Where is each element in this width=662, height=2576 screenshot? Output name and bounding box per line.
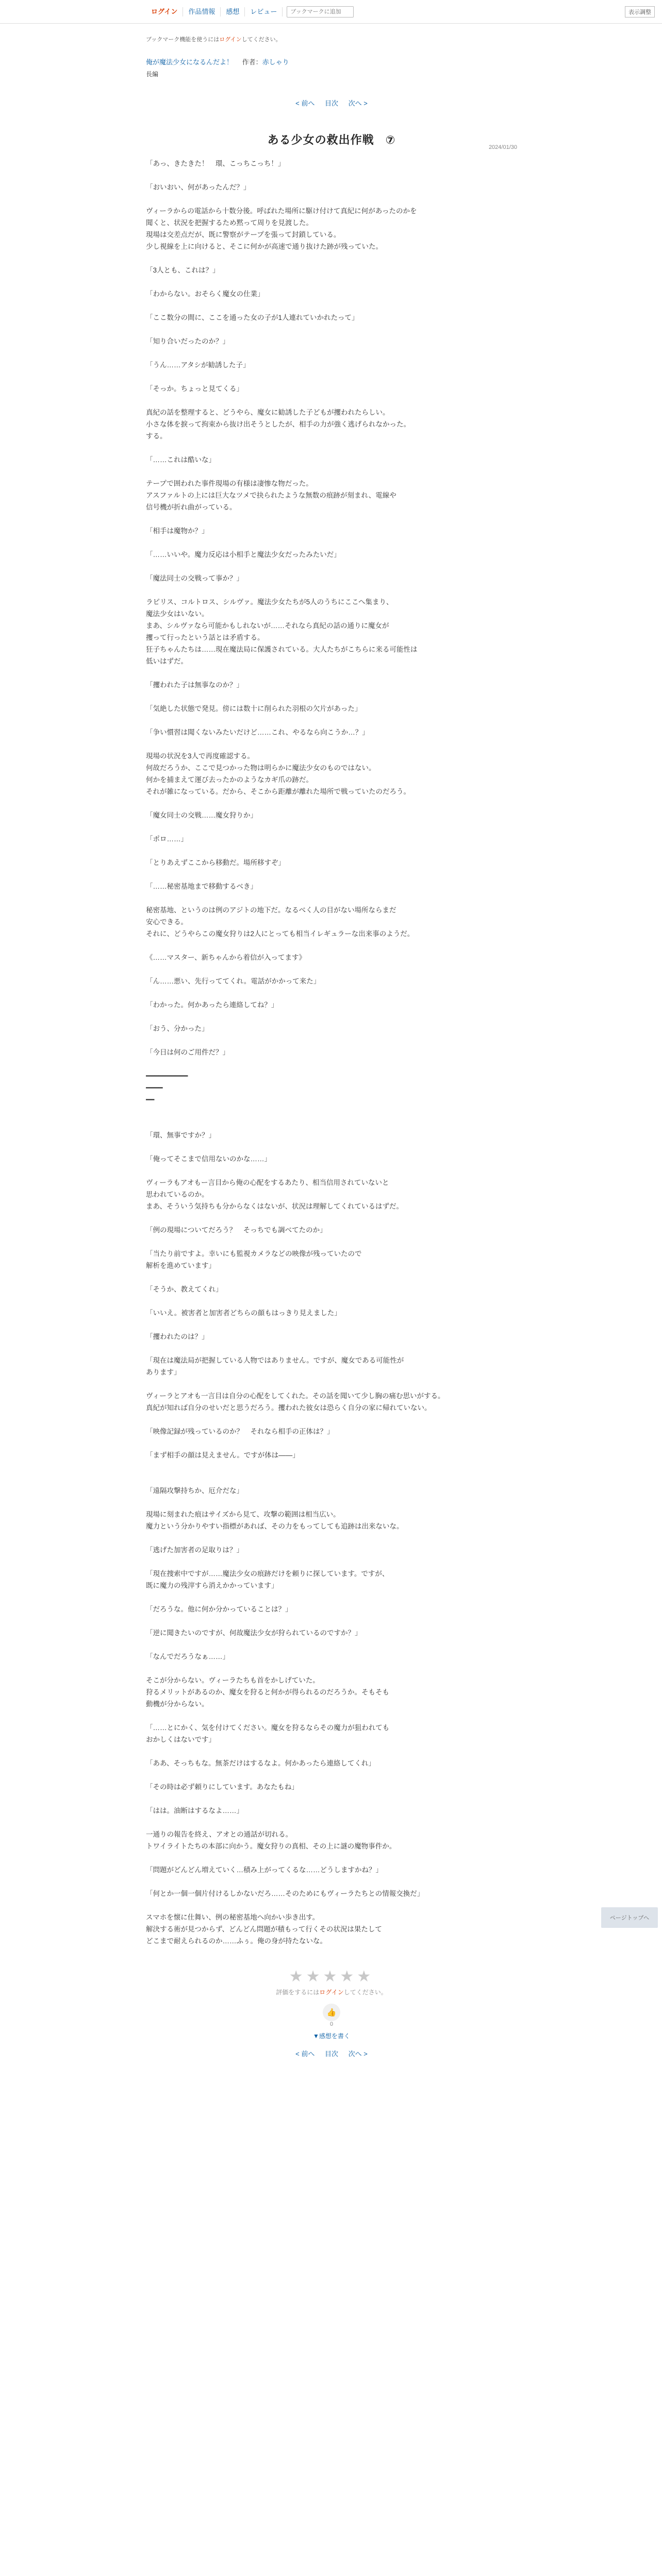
novel-line: 何故だろうか、ここで見つかった物は明らかに魔法少女のものではない。: [146, 764, 376, 772]
star-rating[interactable]: ★★★★★: [289, 1968, 374, 1985]
novel-line: 魔法少女はいない。: [146, 610, 209, 618]
novel-line: [146, 1035, 517, 1046]
novel-line: 現場に刻まれた痕はサイズから見て、攻撃の範囲は相当広い。: [146, 1511, 340, 1518]
novel-line: [146, 1058, 517, 1070]
novel-line: [146, 442, 517, 454]
novel-line: どこまで耐えられるのか……ふぅ。俺の身が持たないな。: [146, 1937, 327, 1945]
novel-line: トワイライトたちの本部に向かう。魔女狩りの真相、その上に謎の魔物事件か。: [146, 1842, 396, 1850]
bookmark-add-field[interactable]: [287, 6, 354, 18]
novel-line: [146, 963, 517, 975]
novel-line: 「おう、分かった」: [146, 1025, 209, 1032]
novel-line: 「問題がどんどん増えていく…積み上がってくるな……どうしますかね？」: [146, 1866, 383, 1874]
top-nav-bar: [0, 0, 662, 24]
novel-line: [146, 1106, 517, 1117]
novel-line: 「現在は魔法局が把握している人物ではありません。ですが、魔女である可能性が: [146, 1357, 404, 1364]
novel-line: 「気絶した状態で発見。傍には数十に削られた羽根の欠片があった」: [146, 705, 362, 713]
novel-line: そこが分からない。ヴィーラたちも首をかしげていた。: [146, 1676, 320, 1684]
rating-section: [146, 1968, 517, 2058]
novel-line: 「今日は何のご用件だ？」: [146, 1048, 229, 1056]
novel-line: 「だろうな。他に何か分かっていることは？」: [146, 1605, 292, 1613]
like-icon[interactable]: 👍: [323, 2004, 340, 2021]
novel-line: [146, 1793, 517, 1805]
episode-title: ある少女の救出作戦 ⑦: [267, 133, 396, 146]
novel-line: [146, 1011, 517, 1023]
novel-line: 「とりあえずここから移動だ。場所移すぞ」: [146, 859, 285, 867]
novel-line: テープで囲われた事件現場の有様は凄惨な物だった。: [146, 480, 313, 487]
novel-line: 「攫われた子は無事なのか？」: [146, 681, 243, 689]
novel-line: それが雑になっている。だから、そこから距離が離れた場所で戦っていたのだろう。: [146, 788, 410, 795]
novel-line: [146, 1141, 517, 1153]
novel-line: ━━━━━━━━━━: [146, 1072, 188, 1080]
novel-line: 「ポロ……」: [146, 835, 188, 843]
novel-line: 聞くと、状況を把握するため黙って周りを見渡した。: [146, 219, 313, 227]
novel-line: [146, 715, 517, 726]
novel-line: ヴィーラとアオも一言目は自分の心配をしてくれた。その話を聞いて少し胸の痛む思いがする。: [146, 1392, 445, 1400]
novel-line: 一通りの報告を終え、アオとの通話が切れる。: [146, 1831, 293, 1838]
novel-line: [146, 1532, 517, 1544]
novel-line: [146, 324, 517, 335]
novel-line: [146, 1639, 517, 1651]
rating-note: 評価をするにはログインしてください。: [276, 1989, 387, 1996]
next-link-bottom[interactable]: 次へ >: [348, 2050, 368, 2058]
novel-line: 魔力という分かりやすい指標があれば、その力をもってしても追跡は出来ないな。: [146, 1522, 404, 1530]
novel-line: する。: [146, 432, 167, 440]
novel-line: [146, 371, 517, 383]
novel-line: 「はは。油断はするなよ……」: [146, 1807, 243, 1815]
novel-line: 「……これは酷いな」: [146, 456, 216, 464]
novel-line: [146, 667, 517, 679]
novel-line: 既に魔力の残滓すら消えかかっています」: [146, 1582, 278, 1589]
novel-line: [146, 1852, 517, 1864]
episode-number: ⑦: [385, 133, 396, 146]
novel-line: [146, 845, 517, 857]
toc-link[interactable]: 目次: [324, 99, 338, 107]
novel-line: [146, 1663, 517, 1674]
novel-line: 思われているのか。: [146, 1191, 209, 1198]
novel-line: [146, 347, 517, 359]
prev-link-bottom[interactable]: < 前へ: [295, 2050, 315, 2058]
novel-line: 何かを捕まえて運び去ったかのようなカギ爪の跡だ。: [146, 776, 313, 784]
novel-line: 小さな体を捩って拘束から抜け出そうとしたが、相手の力が強く逃げられなかった。: [146, 420, 410, 428]
novel-line: 「そうか、教えてくれ」: [146, 1285, 223, 1293]
like-count: 0: [329, 2021, 334, 2027]
novel-line: [146, 821, 517, 833]
novel-line: [146, 869, 517, 880]
novel-line: [146, 1876, 517, 1888]
novel-line: [146, 1473, 517, 1485]
novel-line: [146, 1556, 517, 1568]
novel-line: 「逆に聞きたいのですが、何故魔法少女が狩られているのですか？」: [146, 1629, 362, 1637]
novel-line: 「逃げた加害者の足取りは？」: [146, 1546, 243, 1554]
publish-date: 2024/01/30: [488, 144, 517, 150]
novel-line: 安心できる。: [146, 918, 188, 926]
novel-line: [146, 1117, 517, 1129]
novel-line: 「映像記録が残っているのか？ それなら相手の正体は？」: [146, 1428, 334, 1435]
novel-line: 低いはずだ。: [146, 657, 188, 665]
novel-line: [146, 1378, 517, 1390]
novel-line: [146, 1437, 517, 1449]
novel-line: [146, 1295, 517, 1307]
novel-line: 「おいおい、何があったんだ？」: [146, 183, 251, 191]
novel-line: [146, 466, 517, 478]
novel-line: [146, 170, 517, 181]
novel-line: 現場の状況を3人で再度確認する。: [146, 752, 255, 760]
next-link[interactable]: 次へ >: [348, 99, 368, 107]
novel-line: ━━━━: [146, 1084, 163, 1092]
novel-line: [146, 1710, 517, 1722]
novel-line: [146, 1272, 517, 1283]
novel-line: 「……いいや。魔力反応は小相手と魔法少女だったみたいだ」: [146, 551, 341, 558]
prev-link[interactable]: < 前へ: [295, 99, 315, 107]
series-tag: 長編: [146, 71, 159, 78]
novel-line: [146, 691, 517, 703]
novel-line: [146, 1461, 517, 1473]
reviews-link[interactable]: レビュー: [245, 7, 283, 16]
novel-line: 「わかった。何かあったら連絡してね？」: [146, 1001, 278, 1009]
novel-line: [146, 1236, 517, 1248]
novel-line: [146, 987, 517, 999]
novel-line: 「ああ、そっちもな。無茶だけはするなよ。何かあったら連絡してくれ」: [146, 1759, 375, 1767]
write-impression-toggle[interactable]: ▼感想を書く: [313, 2032, 350, 2040]
series-info: 俺が魔法少女になるんだよ！ 作者：赤しゃり: [146, 58, 289, 66]
bookmark-note: ブックマーク機能を使うにはログインしてください。: [146, 37, 282, 43]
novel-line: [146, 1769, 517, 1781]
novel-line: [146, 561, 517, 572]
novel-line: 「そっか。ちょっと見てくる」: [146, 385, 243, 393]
novel-line: ヴィーラもアオもー言目から俺の心配をするあたり、相当信用されていないと: [146, 1179, 389, 1187]
novel-line: 攫って行ったという話とは矛盾する。: [146, 634, 264, 641]
novel-line: 「まず相手の顔は見えません。ですが体は――」: [146, 1451, 300, 1459]
bookmark-login-link[interactable]: ログイン: [219, 37, 242, 43]
display-settings-button[interactable]: 表示調整: [625, 6, 655, 18]
novel-line: 真紀の話を整理すると、どうやら、魔女に勧誘した子どもが攫われたらしい。: [146, 409, 390, 416]
novel-line: 「攫われたのは？」: [146, 1333, 209, 1341]
novel-line: [146, 1900, 517, 1911]
works-info-link[interactable]: 作品情報: [183, 7, 221, 16]
novel-line: 「遠隔攻撃持ちか、厄介だな」: [146, 1487, 243, 1495]
novel-line: 狩るメリットがあるのか、魔女を狩ると何かが得られるのだろうか。そもそも: [146, 1688, 389, 1696]
novel-line: 「環、無事ですか？」: [146, 1131, 216, 1139]
novel-line: 秘密基地、というのは例のアジトの地下だ。なるべく人の目がない場所ならまだ: [146, 906, 396, 914]
novel-line: [146, 193, 517, 205]
novel-line: [146, 1165, 517, 1177]
novel-line: [146, 1343, 517, 1354]
novel-line: [146, 798, 517, 809]
novel-line: あります」: [146, 1368, 181, 1376]
novel-line: スマホを懐に仕舞い、例の秘密基地へ向かい歩き出す。: [146, 1913, 320, 1921]
novel-line: 少し視線を上に向けると、そこに何かが高速で通り抜けた跡が残っていた。: [146, 243, 383, 250]
novel-line: 動機が分からない。: [146, 1700, 209, 1708]
page-top-button[interactable]: ページトップへ: [601, 1907, 658, 1928]
novel-line: [146, 252, 517, 264]
novel-line: [146, 738, 517, 750]
impressions-link[interactable]: 感想: [221, 7, 245, 16]
novel-line: 狂子ちゃんたちは……現在魔法局に保護されている。大人たちがこちらに来る可能性は: [146, 646, 418, 653]
novel-line: 「その時は必ず頼りにしています。あなたもね」: [146, 1783, 299, 1791]
novel-line: 「現在捜索中ですが……魔法少女の痕跡だけを頼りに探しています。ですが、: [146, 1570, 389, 1578]
novel-line: [146, 1817, 517, 1828]
series-title-link[interactable]: 俺が魔法少女になるんだよ！: [146, 58, 234, 66]
novel-line: [146, 276, 517, 288]
novel-line: 現場は交差点だが、既に警察がテープを張って封鎖している。: [146, 231, 341, 239]
novel-line: [146, 584, 517, 596]
novel-body: [146, 158, 517, 1947]
novel-line: ヴィーラからの電話から十数分後。呼ばれた場所に駆け付けて真紀に何があったのかを: [146, 207, 417, 215]
novel-line: [146, 1319, 517, 1331]
novel-line: まあ、シルヴァなら可能かもしれないが……それなら真紀の話の通りに魔女が: [146, 622, 389, 630]
novel-line: [146, 1615, 517, 1627]
novel-line: 「わからない。おそらく魔女の仕業」: [146, 290, 264, 298]
toc-link-bottom[interactable]: 目次: [324, 2050, 338, 2058]
novel-line: 真紀が知れば自分のせいだと思うだろう。攫われた彼女は恐らく自分の家に帰れていない。: [146, 1404, 432, 1412]
novel-line: 「ここ数分の間に、ここを通った女の子が1人連れていかれたって」: [146, 314, 359, 321]
novel-line: [146, 892, 517, 904]
login-link[interactable]: ログイン: [146, 7, 183, 16]
novel-line: [146, 1497, 517, 1509]
rating-login-link[interactable]: ログイン: [319, 1989, 344, 1996]
novel-line: 「なんでだろうなぁ……」: [146, 1653, 229, 1660]
novel-line: 「魔法同士の交戦って事か？」: [146, 574, 243, 582]
novel-line: [146, 1212, 517, 1224]
episode-pager-top: [146, 98, 517, 108]
novel-line: [146, 395, 517, 406]
novel-line: 「あっ、きたきた！ 環、こっちこっち！」: [146, 160, 285, 167]
novel-line: 「魔女同士の交戦……魔女狩りか」: [146, 811, 257, 819]
novel-line: 「当たり前ですよ。幸いにも監視カメラなどの映像が残っていたので: [146, 1250, 362, 1258]
novel-line: [146, 300, 517, 312]
novel-line: 「いいえ。被害者と加害者どちらの顔もはっきり見えました」: [146, 1309, 341, 1317]
novel-line: [146, 940, 517, 952]
novel-line: [146, 537, 517, 549]
novel-line: 《……マスター、新ちゃんから着信が入ってます》: [146, 954, 306, 961]
episode-pager-bottom: [146, 2048, 517, 2058]
novel-line: アスファルトの上には巨大なツメで抉られたような無数の痕跡が刻まれ、電線や: [146, 492, 396, 499]
novel-line: 「うん……アタシが勧誘した子」: [146, 361, 250, 369]
novel-line: [146, 1591, 517, 1603]
novel-line: 「知り合いだったのか？」: [146, 337, 229, 345]
novel-line: ラピリス、コルトロス、シルヴァ。魔法少女たちが5人のうちにここへ集まり、: [146, 598, 393, 606]
novel-line: 「俺ってそこまで信用ないのかな……」: [146, 1155, 271, 1163]
novel-line: [146, 513, 517, 525]
novel-container: [146, 35, 517, 2058]
novel-line: 「ん……悪い、先行っててくれ。電話がかかって来た」: [146, 977, 321, 985]
novel-line: 「例の現場についてだろう？ そっちでも調べてたのか」: [146, 1226, 327, 1234]
novel-line: 「何とか一個一個片付けるしかないだろ……そのためにもヴィーラたちとの情報交換だ」: [146, 1890, 424, 1897]
novel-line: 「……とにかく、気を付けてください。魔女を狩るならその魔力が狙われても: [146, 1724, 390, 1732]
novel-line: 信号機が折れ曲がっている。: [146, 503, 237, 511]
novel-line: まあ、そういう気持ちも分からなくはないが、状況は理解してくれているはずだ。: [146, 1202, 403, 1210]
novel-line: おかしくはないです」: [146, 1736, 216, 1743]
novel-line: ━━: [146, 1096, 155, 1104]
novel-line: 「3人とも、これは？」: [146, 266, 220, 274]
novel-line: 「相手は魔物か？」: [146, 527, 209, 535]
novel-line: 解決する術が見つからず、どんどん問題が積もって行くその状況は果たして: [146, 1925, 382, 1933]
novel-line: [146, 1414, 517, 1426]
novel-line: 「争い慣習は聞くないみたいだけど……これ、やるなら向こうか…？」: [146, 728, 369, 736]
author-link[interactable]: 赤しゃり: [262, 58, 289, 66]
novel-line: 「……秘密基地まで移動するべき」: [146, 883, 257, 890]
novel-line: [146, 1745, 517, 1757]
novel-line: それに、どうやらこの魔女狩りは2人にとっても相当イレギュラーな出来事のようだ。: [146, 930, 415, 938]
novel-line: 解析を進めています」: [146, 1262, 216, 1269]
